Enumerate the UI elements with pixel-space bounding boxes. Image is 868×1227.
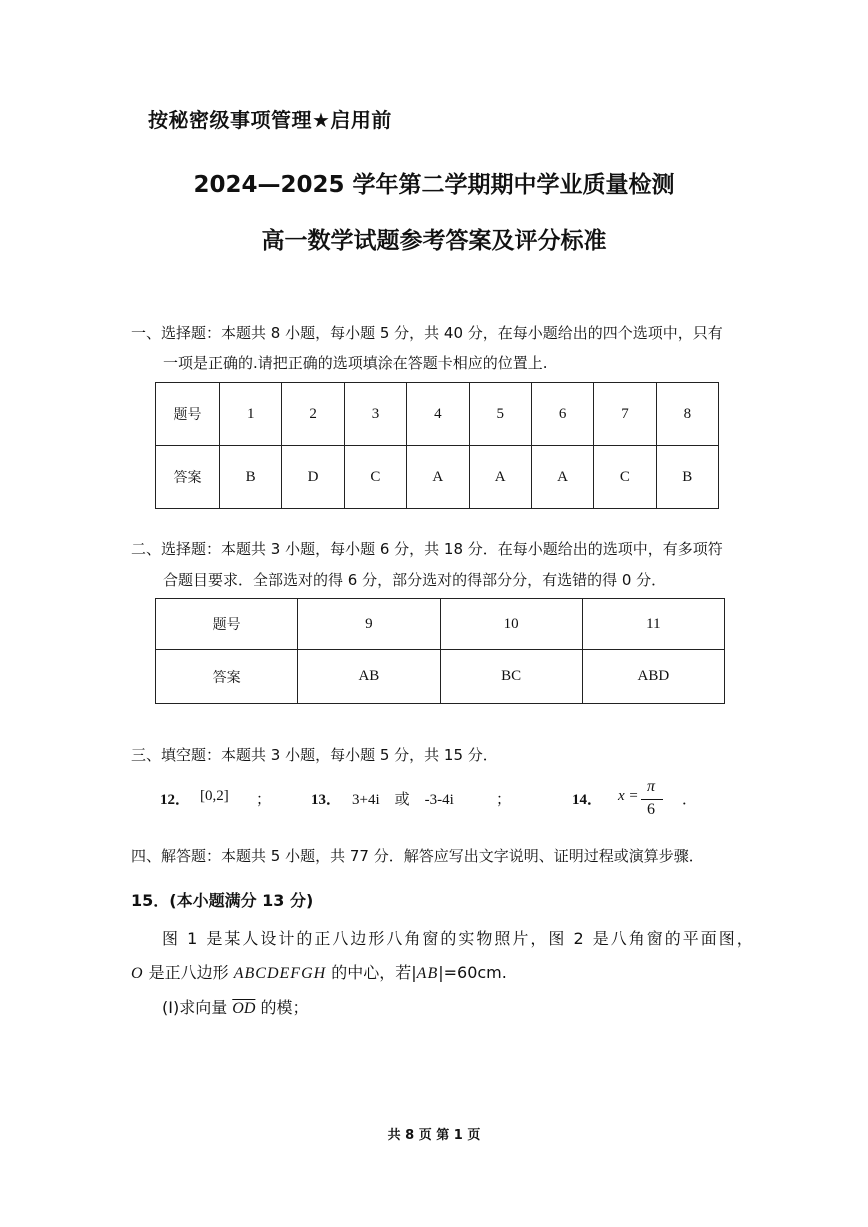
question-number: 1 bbox=[220, 383, 282, 446]
section2-instructions-line1: 二、选择题：本题共 3 小题，每小题 6 分，共 18 分．在每小题给出的选项中，有多项符 bbox=[131, 540, 723, 558]
section1-answer-table bbox=[155, 382, 719, 509]
question15-part1: (Ⅰ)求向量 $\overline{OD}$ 的模； bbox=[162, 998, 309, 1017]
section2-answer-table bbox=[155, 598, 725, 704]
question-number: 5 bbox=[469, 383, 531, 446]
answer-cell: AB bbox=[298, 650, 440, 704]
question-number: 7 bbox=[594, 383, 656, 446]
table-row bbox=[156, 650, 725, 704]
question-number: 8 bbox=[656, 383, 718, 446]
question-number: 10 bbox=[440, 599, 582, 650]
question-number: 4 bbox=[407, 383, 469, 446]
separator: ； bbox=[496, 792, 512, 808]
vector-od: $\overline{OD}$ bbox=[232, 1000, 256, 1017]
section1-instructions-line1: 一、选择题：本题共 8 小题，每小题 5 分，共 40 分，在每小题给出的四个选项中，只有 bbox=[131, 324, 723, 342]
question15-paragraph1: 图 1 是某人设计的正八边形八角窗的实物照片，图 2 是八角窗的平面图， bbox=[162, 929, 755, 948]
q13-answer: 3+4i 或 -3-4i bbox=[352, 792, 454, 808]
q14-lhs: x = bbox=[618, 788, 639, 804]
fraction-denominator: 6 bbox=[647, 801, 655, 818]
page-footer: 共 8 页 第 1 页 bbox=[387, 1128, 481, 1143]
exam-title: 2024—2025 学年第二学期期中学业质量检测 bbox=[193, 172, 675, 198]
question-number: 11 bbox=[582, 599, 724, 650]
answer-cell: C bbox=[594, 446, 656, 509]
question-number: 9 bbox=[298, 599, 440, 650]
question-number: 2 bbox=[282, 383, 344, 446]
answer-cell: B bbox=[220, 446, 282, 509]
section3-instructions: 三、填空题：本题共 3 小题，每小题 5 分，共 15 分． bbox=[131, 746, 498, 764]
row-label-number: 题号 bbox=[156, 383, 220, 446]
exam-subtitle: 高一数学试题参考答案及评分标准 bbox=[261, 228, 607, 254]
separator: ； bbox=[256, 792, 272, 808]
question-number: 3 bbox=[344, 383, 406, 446]
secrecy-notice: 按秘密级事项管理★启用前 bbox=[148, 108, 392, 132]
table-row bbox=[156, 383, 719, 446]
table-row bbox=[156, 599, 725, 650]
q12-answer: [0,2] bbox=[200, 788, 229, 804]
answer-cell: BC bbox=[440, 650, 582, 704]
question15-paragraph2: O 是正八边形 ABCDEFGH 的中心，若|AB|=60cm. bbox=[131, 963, 507, 982]
q12-number: 12． bbox=[160, 792, 191, 808]
answer-cell: B bbox=[656, 446, 718, 509]
answer-cell: C bbox=[344, 446, 406, 509]
fraction-bar bbox=[641, 799, 663, 800]
section4-instructions: 四、解答题：本题共 5 小题，共 77 分．解答应写出文字说明、证明过程或演算步骤． bbox=[131, 847, 704, 865]
q14-end: ． bbox=[682, 792, 698, 808]
row-label-answer: 答案 bbox=[156, 650, 298, 704]
answer-cell: A bbox=[531, 446, 593, 509]
q14-number: 14． bbox=[572, 792, 603, 808]
answer-cell: A bbox=[469, 446, 531, 509]
question15-heading: 15．(本小题满分 13 分) bbox=[131, 891, 314, 910]
row-label-number: 题号 bbox=[156, 599, 298, 650]
section1-instructions-line2: 一项是正确的.请把正确的选项填涂在答题卡相应的位置上. bbox=[163, 354, 548, 372]
question-number: 6 bbox=[531, 383, 593, 446]
table-row bbox=[156, 446, 719, 509]
answer-cell: ABD bbox=[582, 650, 724, 704]
q13-number: 13． bbox=[311, 792, 342, 808]
row-label-answer: 答案 bbox=[156, 446, 220, 509]
section2-instructions-line2: 合题目要求．全部选对的得 6 分，部分选对的得部分分，有选错的得 0 分． bbox=[163, 571, 667, 589]
fraction-numerator: π bbox=[647, 778, 656, 795]
answer-cell: D bbox=[282, 446, 344, 509]
answer-cell: A bbox=[407, 446, 469, 509]
